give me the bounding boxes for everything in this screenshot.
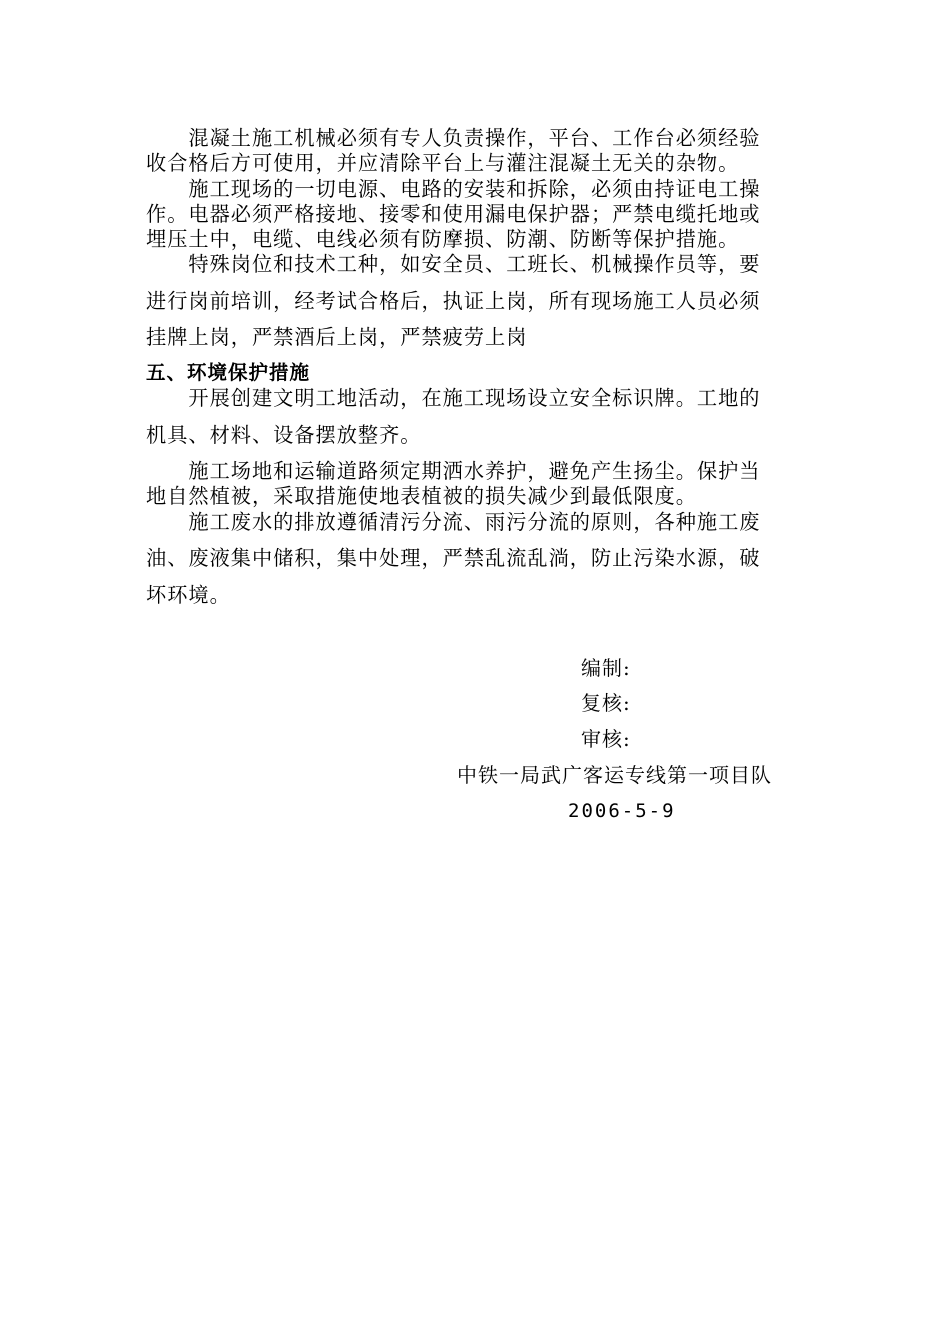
paragraph-line: 机具、材料、设备摆放整齐。 bbox=[146, 423, 422, 447]
paragraph-line: 挂牌上岗，严禁酒后上岗，严禁疲劳上岗 bbox=[146, 325, 528, 349]
paragraph-line: 开展创建文明工地活动，在施工现场设立安全标识牌。工地的 bbox=[146, 386, 761, 410]
paragraph-line: 混凝土施工机械必须有专人负责操作，平台、工作台必须经验 bbox=[146, 126, 761, 150]
paragraph-line: 油、废液集中储积，集中处理，严禁乱流乱淌，防止污染水源，破 bbox=[146, 546, 761, 570]
paragraph-line: 坏环境。 bbox=[146, 583, 231, 607]
paragraph-line: 地自然植被，采取措施使地表植被的损失减少到最低限度。 bbox=[146, 484, 697, 508]
document-date: 2006-5-9 bbox=[568, 800, 676, 822]
paragraph-line: 埋压土中，电缆、电线必须有防摩损、防潮、防断等保护措施。 bbox=[146, 227, 740, 251]
paragraph-line: 施工废水的排放遵循清污分流、雨污分流的原则，各种施工废 bbox=[146, 510, 761, 534]
section-heading: 五、环境保护措施 bbox=[146, 361, 311, 384]
paragraph-line: 施工现场的一切电源、电路的安装和拆除，必须由持证电工操 bbox=[146, 177, 761, 201]
organization-name: 中铁一局武广客运专线第一项目队 bbox=[457, 763, 772, 787]
paragraph-line: 收合格后方可使用，并应清除平台上与灌注混凝土无关的杂物。 bbox=[146, 151, 740, 175]
paragraph-line: 作。电器必须严格接地、接零和使用漏电保护器；严禁电缆托地或 bbox=[146, 202, 761, 226]
approved-by-label: 审核: bbox=[581, 727, 631, 751]
reviewed-by-label: 复核: bbox=[581, 691, 631, 715]
paragraph-line: 施工场地和运输道路须定期洒水养护，避免产生扬尘。保护当 bbox=[146, 459, 761, 483]
prepared-by-label: 编制: bbox=[581, 656, 631, 680]
paragraph-line: 进行岗前培训，经考试合格后，执证上岗，所有现场施工人员必须 bbox=[146, 289, 761, 313]
paragraph-line: 特殊岗位和技术工种，如安全员、工班长、机械操作员等，要 bbox=[146, 252, 761, 276]
